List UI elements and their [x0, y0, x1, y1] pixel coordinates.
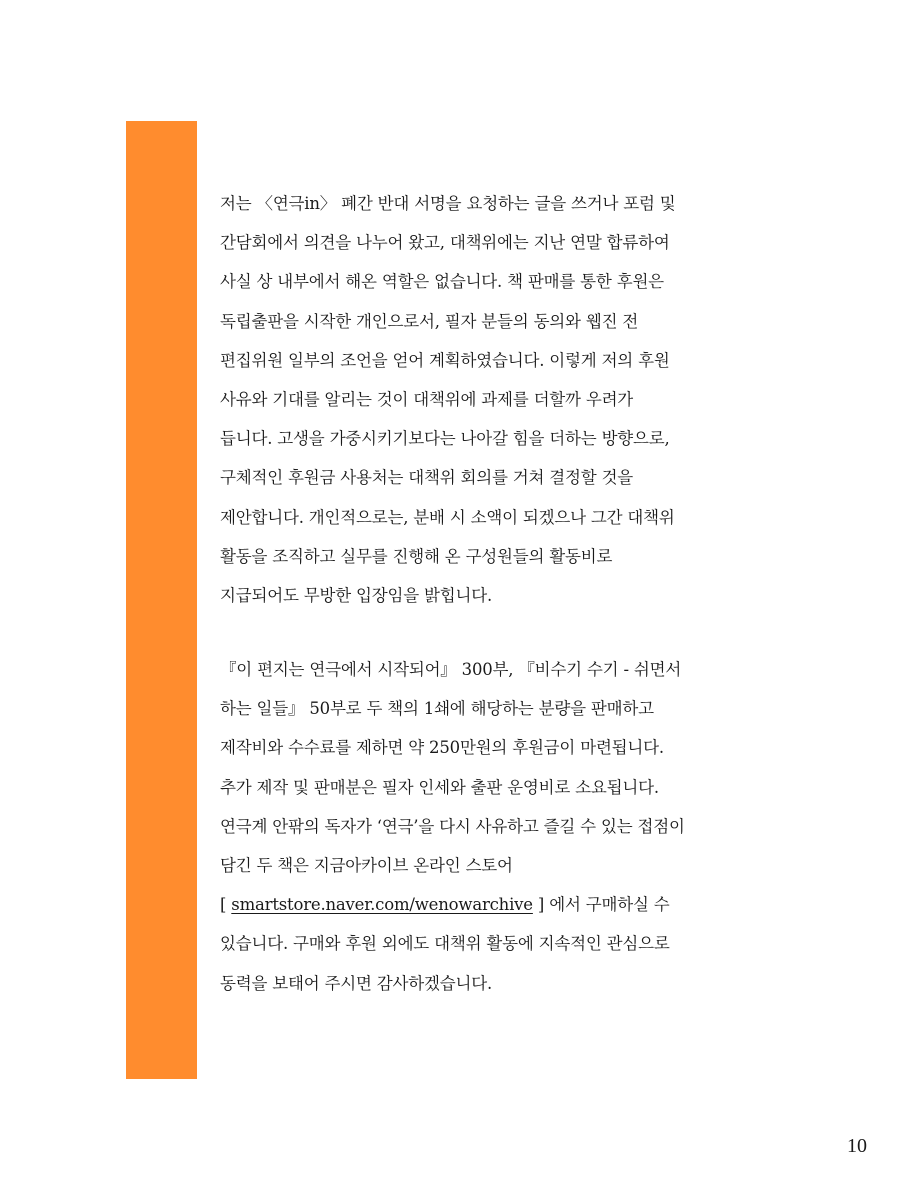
- text-line: 간담회에서 의견을 나누어 왔고, 대책위에는 지난 연말 합류하여: [220, 233, 670, 253]
- text-line: 활동을 조직하고 실무를 진행해 온 구성원들의 활동비로: [220, 546, 613, 566]
- accent-bar: [126, 121, 197, 1079]
- text-line: 제안합니다. 개인적으로는, 분배 시 소액이 되겠으나 그간 대책위: [220, 507, 675, 527]
- text-line: 사유와 기대를 알리는 것이 대책위에 과제를 더할까 우려가: [220, 389, 634, 409]
- text-line: 있습니다. 구매와 후원 외에도 대책위 활동에 지속적인 관심으로: [220, 934, 670, 954]
- text-line: 편집위원 일부의 조언을 얻어 계획하였습니다. 이렇게 저의 후원: [220, 350, 670, 370]
- text-line: 구체적인 후원금 사용처는 대책위 회의를 거쳐 결정할 것을: [220, 468, 634, 488]
- text-line: 동력을 보태어 주시면 감사하겠습니다.: [220, 973, 493, 993]
- paragraph-2: [220, 650, 800, 1003]
- text-line: 하는 일들』 50부로 두 책의 1쇄에 해당하는 분량을 판매하고: [220, 699, 654, 719]
- bracket-close: ] 에서 구매하실 수: [532, 895, 670, 915]
- text-line: 제작비와 수수료를 제하면 약 250만원의 후원금이 마련됩니다.: [220, 738, 664, 758]
- text-line: 지급되어도 무방한 입장임을 밝힙니다.: [220, 585, 493, 605]
- text-line: 담긴 두 책은 지금아카이브 온라인 스토어: [220, 856, 513, 875]
- text-line: 추가 제작 및 판매분은 필자 인세와 출판 운영비로 소요됩니다.: [220, 777, 659, 797]
- text-line: 듭니다. 고생을 가중시키기보다는 나아갈 힘을 더하는 방향으로,: [220, 429, 670, 449]
- text-line: 독립출판을 시작한 개인으로서, 필자 분들의 동의와 웹진 전: [220, 311, 639, 331]
- link-line: [220, 885, 800, 924]
- paragraph-gap: [220, 615, 800, 650]
- text-line: 저는 〈연극in〉 폐간 반대 서명을 요청하는 글을 쓰거나 포럼 및: [220, 194, 676, 213]
- text-line: 사실 상 내부에서 해온 역할은 없습니다. 책 판매를 통한 후원은: [220, 272, 664, 292]
- bracket-open: [: [220, 895, 232, 915]
- page-number: 10: [847, 1135, 867, 1157]
- text-line: 『이 편지는 연극에서 시작되어』 300부, 『비수기 수기 - 쉬면서: [220, 660, 682, 680]
- body-text: [220, 184, 800, 1003]
- text-line: 연극계 안팎의 독자가 ‘연극’을 다시 사유하고 즐길 수 있는 접점이: [220, 816, 685, 836]
- paragraph-1: [220, 184, 800, 615]
- store-link[interactable]: smartstore.naver.com/wenowarchive: [231, 895, 533, 915]
